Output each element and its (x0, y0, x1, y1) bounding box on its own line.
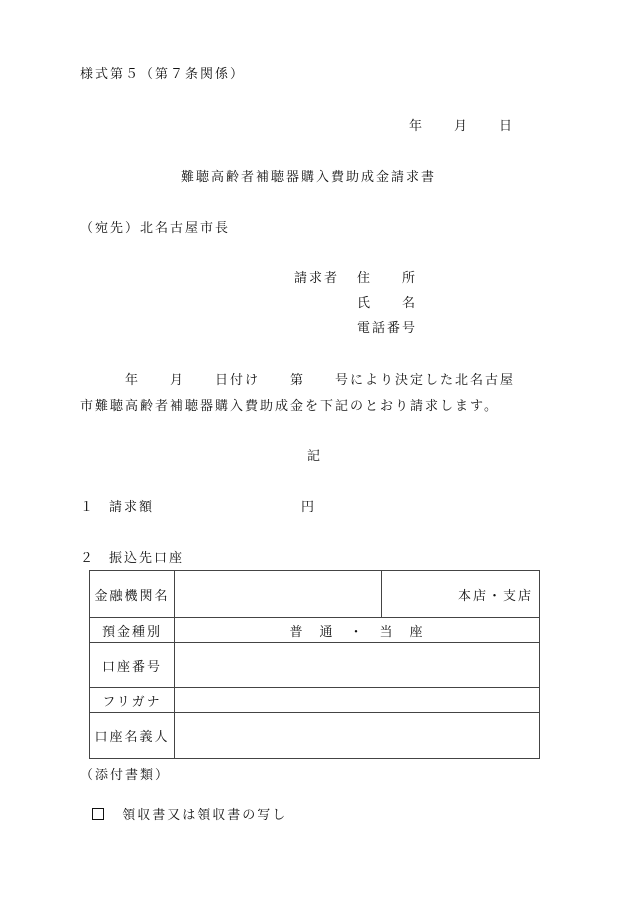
attachment-item-label: 領収書又は領収書の写し (122, 808, 288, 823)
account-number-field[interactable] (175, 643, 540, 688)
furigana-label: フリガナ (90, 688, 175, 713)
addressee: （宛先）北名古屋市長 (80, 221, 231, 236)
account-holder-field[interactable] (175, 713, 540, 759)
item1-label: 請求額 (109, 500, 155, 515)
claimant-label: 請求者 (294, 271, 340, 286)
deposit-type-label: 預金種別 (90, 618, 175, 643)
furigana-row (90, 688, 540, 713)
bank-row (90, 571, 540, 618)
deposit-type-options[interactable]: 普 通 ・ 当 座 (175, 618, 540, 643)
phone-label: 電話番号 (357, 321, 418, 336)
item2-number: ２ (80, 551, 96, 566)
account-holder-label: 口座名義人 (90, 713, 175, 759)
document-title: 難聴高齢者補聴器購入費助成金請求書 (181, 170, 437, 185)
branch-field[interactable]: 本店・支店 (382, 571, 540, 618)
body-line-2: 市難聴高齢者補聴器購入費助成金を下記のとおり請求します。 (80, 399, 499, 414)
item1-unit: 円 (301, 500, 317, 515)
checkbox-icon[interactable] (92, 808, 104, 820)
account-number-label: 口座番号 (90, 643, 175, 688)
bank-account-table (89, 570, 540, 759)
furigana-field[interactable] (175, 688, 540, 713)
account-number-row (90, 643, 540, 688)
date-line: 年 月 日 (409, 119, 515, 134)
item2-label: 振込先口座 (109, 551, 185, 566)
attachment-item (80, 795, 287, 822)
account-holder-row (90, 713, 540, 759)
form-number: 様式第５（第７条関係） (80, 67, 246, 82)
body-line-1: 年 月 日付け 第 号により決定した北名古屋 (125, 373, 516, 388)
ki-mark: 記 (307, 449, 323, 464)
bank-name-field[interactable] (175, 571, 382, 618)
item1-number: １ (80, 500, 96, 515)
deposit-type-row (90, 618, 540, 643)
address-label: 住 所 (357, 271, 418, 286)
attachments-label: （添付書類） (80, 768, 171, 783)
name-label: 氏 名 (357, 296, 418, 311)
bank-label: 金融機関名 (90, 571, 175, 618)
